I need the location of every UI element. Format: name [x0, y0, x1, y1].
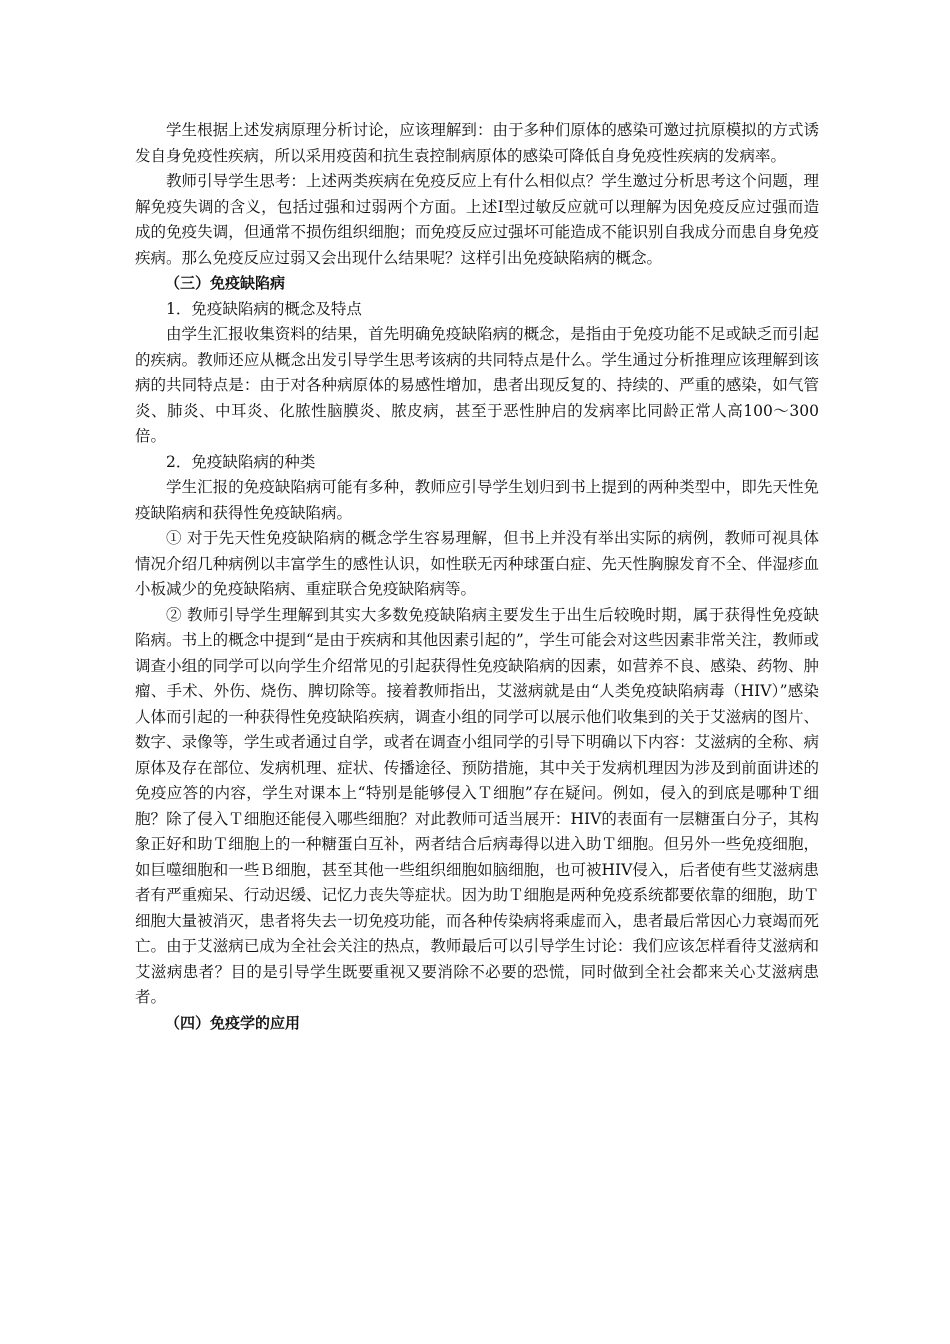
paragraph-acquired-aids: ② 教师引导学生理解到其实大多数免疫缺陷病主要发生于出生后较晚时期，属于获得性免疫缺陷病。书上的概念中提到“是由于疾病和其他因素引起的”，学生可能会对这些因素非常关注，教师或调查小组的同学可以向学生介绍常见的引起获得性免疫缺陷病的因素，如营养不良、感染、药物、肿瘤、手术、外伤、烧伤、脾切除等。接着教师指出，艾滋病就是由“人类免疫缺陷病毒（HIV）”感染人体而引起的一种获得性免疫缺陷疾病，调查小组的同学可以展示他们收集到的关于艾滋病的图片、数字、录像等，学生或者通过自学，或者在调查小组同学的引导下明确以下内容：艾滋病的全称、病原体及存在部位、发病机理、症状、传播途径、预防措施，其中关于发病机理因为涉及到前面讲述的免疫应答的内容，学生对课本上“特别是能够侵入Ｔ细胞”存在疑问。例如，侵入的到底是哪种Ｔ细胞？除了侵入Ｔ细胞还能侵入哪些细胞？对此教师可适当展开：HIV的表面有一层糖蛋白分子，其构象正好和助Ｔ细胞上的一种糖蛋白互补，两者结合后病毒得以进入助Ｔ细胞。但另外一些免疫细胞，如巨噬细胞和一些Ｂ细胞，甚至其他一些组织细胞如脑细胞，也可被HIV侵入，后者使有些艾滋病患者有严重痴呆、行动迟缓、记忆力丧失等症状。因为助Ｔ细胞是两种免疫系统都要依靠的细胞，助Ｔ细胞大量被消灭，患者将失去一切免疫功能，而各种传染病将乘虚而入，患者最后常因心力衰竭而死亡。由于艾滋病已成为全社会关注的热点，教师最后可以引导学生讨论：我们应该怎样看待艾滋病和艾滋病患者？目的是引导学生既要重视又要消除不必要的恐慌，同时做到全社会都来关心艾滋病患者。 — [135, 605, 819, 1006]
paragraph-discussion-result: 学生根据上述发病原理分析讨论，应该理解到：由于多种们原体的感染可邀过抗原模拟的方式诱发自身免疫性疾病，所以采用疫茵和抗生袁控制病原体的感染可降低自身免疫性疾病的发病率。 — [135, 121, 819, 165]
document-page — [135, 118, 819, 1036]
paragraph-concept-features: 由学生汇报收集资料的结果，首先明确免疫缺陷病的概念，是指由于免疫功能不足或缺乏而引起的疾病。教师还应从概念出发引导学生思考该病的共同特点是什么。学生通过分析推理应该理解到该病的共同特点是：由于对各种病原体的易感性增加，患者出现反复的、持续的、严重的感染，如气管炎、肺炎、中耳炎、化脓性脑膜炎、脓皮病，甚至于恶性肿启的发病率比同龄正常人高100～300倍。 — [135, 325, 819, 445]
paragraph-teacher-guidance: 教师引导学生思考：上述两类疾病在免疫反应上有什么相似点？学生邀过分析思考这个问题，理解免疫失调的含义，包括过强和过弱两个方面。上述Ⅰ型过敏反应就可以理解为因免疫反应过强而造成的免疫失调，但通常不损伤组织细胞；而免疫反应过强坏可能造成不能识别自我成分而患自身免疫疾病。那么免疫反应过弱又会出现什么结果呢？这样引出免疫缺陷病的概念。 — [135, 172, 819, 267]
subheading-concept: 1．免疫缺陷病的概念及特点 — [166, 299, 362, 318]
section-heading-immunodeficiency: （三）免疫缺陷病 — [165, 274, 286, 292]
subheading-types: 2．免疫缺陷病的种类 — [166, 452, 316, 471]
paragraph-types-intro: 学生汇报的免疫缺陷病可能有多种，教师应引导学生划归到书上提到的两种类型中，即先天性免疫缺陷病和获得性免疫缺陷病。 — [135, 478, 819, 522]
section-heading-applications: （四）免疫学的应用 — [165, 1013, 301, 1032]
paragraph-congenital: ① 对于先天性免疫缺陷病的概念学生容易理解，但书上并没有举出实际的病例，教师可视具体情况介绍几种病例以丰富学生的感性认识，如性联无丙种球蛋白症、先天性胸腺发育不全、伴湿疹血小板减少的免疫缺陷病、重症联合免疫缺陷病等。 — [135, 529, 819, 598]
